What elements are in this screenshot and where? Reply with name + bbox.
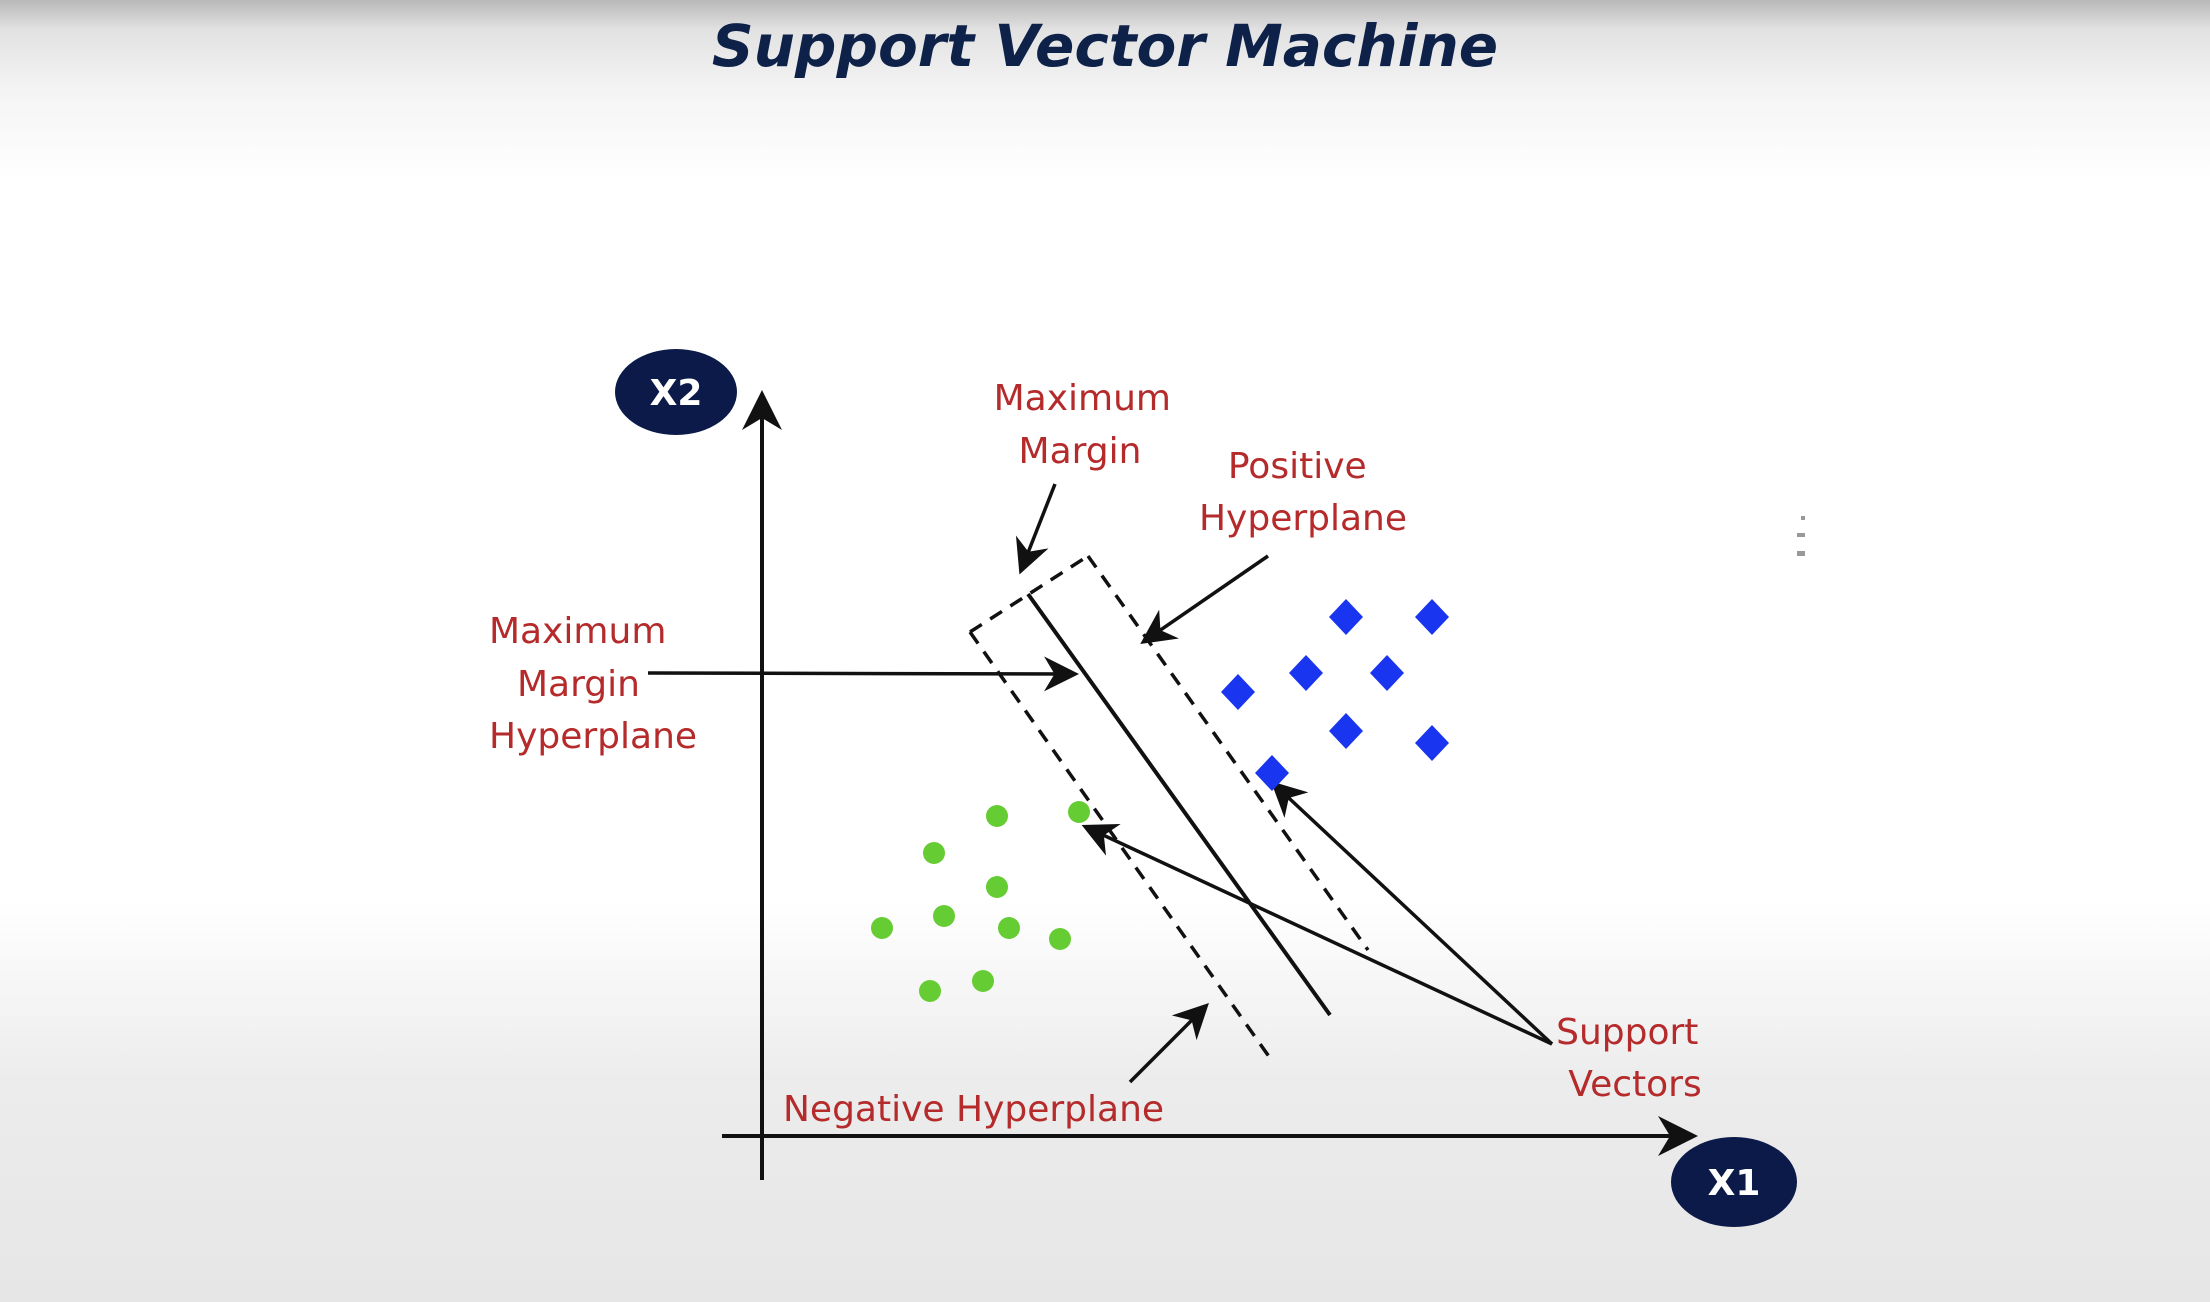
negative-point	[923, 842, 945, 864]
negative-point	[933, 905, 955, 927]
x2-badge	[615, 349, 737, 435]
negative-support-vector	[1068, 801, 1090, 823]
x1-label: X1	[1707, 1163, 1761, 1204]
negative-point	[1049, 928, 1071, 950]
support-vectors-label: Support Vectors	[1556, 1012, 1702, 1105]
negative-hyperplane-arrow	[1130, 1008, 1204, 1082]
negative-point	[986, 805, 1008, 827]
negative-point	[998, 917, 1020, 939]
positive-point	[1329, 713, 1363, 749]
positive-point	[1415, 599, 1449, 635]
positive-point	[1289, 655, 1323, 691]
positive-point	[1329, 599, 1363, 635]
max-margin-hyperplane-label: Maximum Margin Hyperplane	[489, 611, 698, 757]
max-margin-label: Maximum Margin	[993, 378, 1171, 472]
support-vector-arrow-negative	[1088, 828, 1552, 1044]
positive-point	[1221, 674, 1255, 710]
decorative-marks	[1797, 516, 1805, 556]
negative-point	[986, 876, 1008, 898]
positive-support-vector	[1255, 755, 1289, 791]
negative-class-points	[871, 801, 1090, 1002]
support-vector-arrow-positive	[1276, 786, 1552, 1044]
positive-hyperplane-line	[1088, 556, 1368, 950]
positive-hyperplane-label: Positive Hyperplane	[1198, 446, 1408, 539]
positive-point	[1370, 655, 1404, 691]
positive-point	[1415, 725, 1449, 761]
page-title: Support Vector Machine	[711, 12, 1499, 80]
x1-badge	[1671, 1137, 1797, 1227]
negative-point	[972, 970, 994, 992]
max-margin-arrow	[1022, 484, 1055, 568]
positive-class-points	[1221, 599, 1449, 791]
negative-point	[919, 980, 941, 1002]
max-margin-hyperplane-arrow	[648, 673, 1072, 674]
positive-hyperplane-arrow	[1146, 556, 1268, 640]
x2-label: X2	[649, 373, 703, 414]
negative-hyperplane-label: Negative Hyperplane	[783, 1089, 1165, 1130]
negative-point	[871, 917, 893, 939]
